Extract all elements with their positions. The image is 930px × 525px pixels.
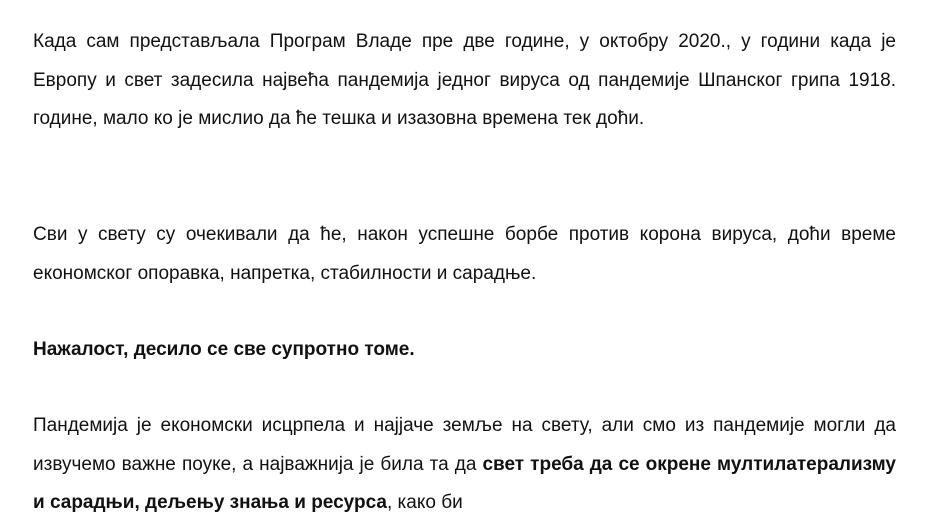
paragraph-expectations: Сви у свету су очекивали да ће, након успешне борбе против корона вируса, доћи време економског опоравка, напретка, стабилности и сарадње. [33,224,896,284]
paragraph-government-program: Када сам представљала Програм Владе пре две године, у октобру 2020., у години када је Европу и свет задесила највећа пандемија једног вируса од пандемије Шпанског грипа 1918. године, мало ко је мислио да ће тешка и изазовна времена тек доћи. [33,31,896,129]
paragraph-pandemic-lessons-continuation: , како би [386,492,463,513]
paragraph-pandemic-lessons-emphasis: свет треба да се окрене мултилатерализму и сарадњи, дељењу знања и ресурса [33,453,896,513]
paragraph-unfortunately: Нажалост, десило се све супротно томе. [33,339,415,360]
paragraph-pandemic-lessons [33,407,896,523]
paragraph-pandemic-lessons-text: Пандемија је економски исцрпела и најјаче земље на свету, али смо из пандемије могли да извучемо важне поуке, а најважнија је била та да [33,415,896,475]
